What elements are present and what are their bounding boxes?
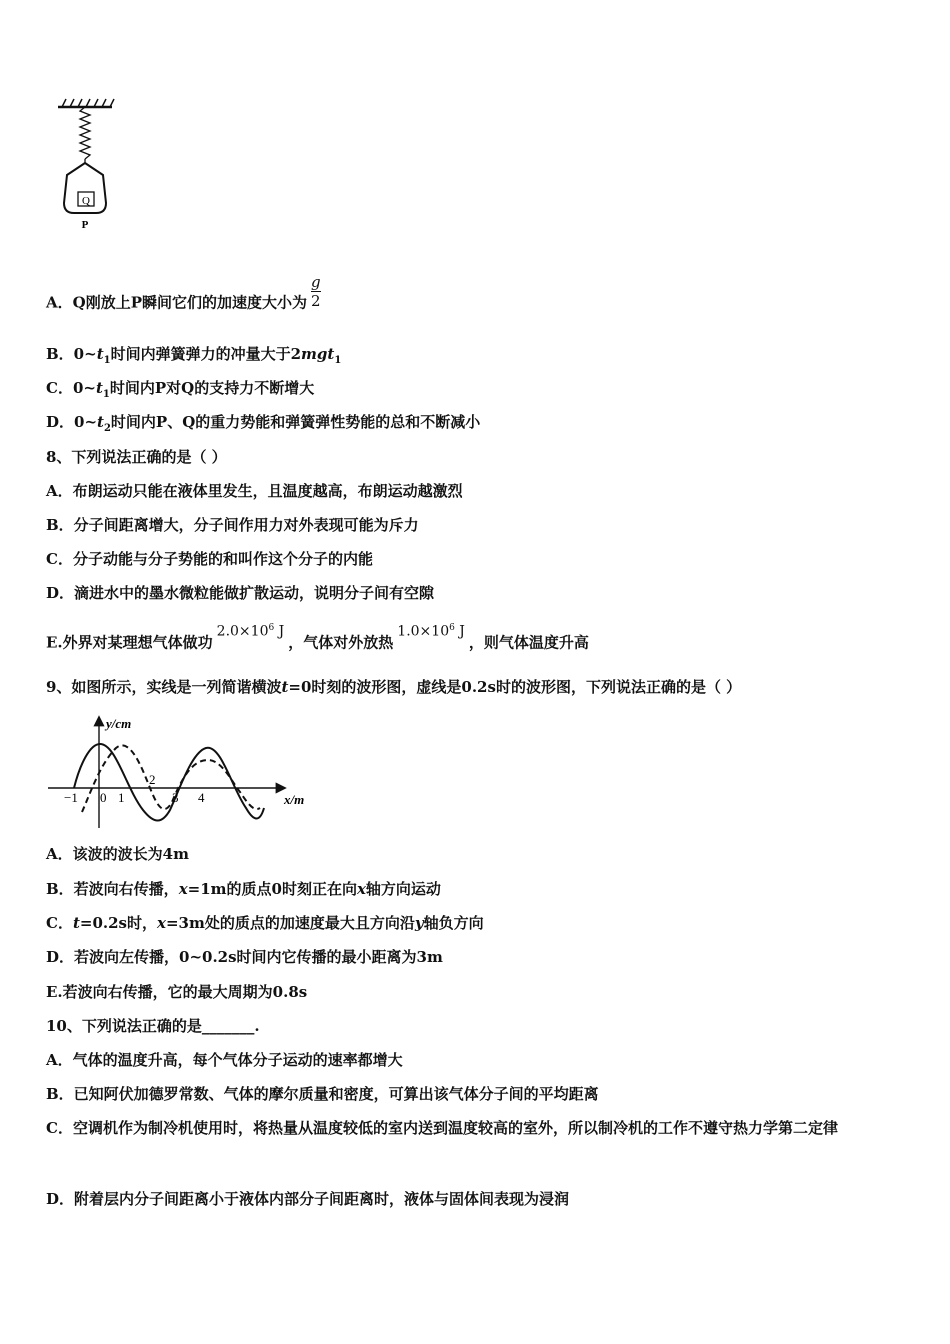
q10-option-d: D．附着层内分子间距离小于液体内部分子间距离时，液体与固体间表现为浸润: [46, 1190, 570, 1208]
q8-option-d: D．滴进水中的墨水微粒能做扩散运动，说明分子间有空隙: [46, 584, 435, 602]
q7-option-c: C．$0\sim t_1$时间内P对Q的支持力不断增大: [46, 379, 315, 400]
q9-option-b: B．若波向右传播，x=1m的质点0时刻正在向x轴方向运动: [46, 880, 441, 898]
q9-stem: 9、如图所示，实线是一列简谐横波t=0时刻的波形图，虚线是0.2s时的波形图，下列说法正确的是（ ）: [46, 678, 742, 696]
tick-label-4: 4: [198, 790, 205, 805]
solid-wave-t0: [74, 744, 264, 821]
q9-option-e: E.若波向右传播，它的最大周期为0.8s: [46, 983, 308, 1001]
tick-label-3: 3: [172, 790, 179, 805]
work-value: $2.0\times 10^6$ J: [216, 623, 285, 640]
g-over-2-fraction: $\frac{g}{2}$: [311, 273, 321, 310]
q8-option-a: A．布朗运动只能在液体里发生，且温度越高，布朗运动越激烈: [46, 482, 463, 500]
spring-box-figure: [50, 95, 120, 235]
q8-option-e: E.外界对某理想气体做功$2.0\times 10^6$ J，气体对外放热$1.0\times 10^6$ J，则气体温度升高: [46, 630, 589, 654]
q9-option-d: D．若波向左传播，0~0.2s时间内它传播的最小距离为3m: [46, 948, 443, 966]
q8-option-c: C．分子动能与分子势能的和叫作这个分子的内能: [46, 550, 373, 568]
q10-stem: 10、下列说法正确的是_______.: [46, 1017, 260, 1035]
wave-figure: [46, 712, 326, 832]
q8-stem: 8、下列说法正确的是（ ）: [46, 448, 227, 466]
q9-option-a: A．该波的波长为4m: [46, 845, 189, 863]
q10-option-a: A．气体的温度升高，每个气体分子运动的速率都增大: [46, 1051, 403, 1069]
tick-label-0: 0: [100, 790, 107, 805]
q8-option-b: B．分子间距离增大，分子间作用力对外表现可能为斥力: [46, 516, 419, 534]
dashed-wave-t02: [82, 745, 260, 812]
q-label: Q: [82, 195, 90, 207]
p-label: P: [81, 219, 89, 231]
q7-option-a: A．Q刚放上P瞬间它们的加速度大小为 $\frac{g}{2}$: [46, 273, 321, 312]
x-axis-label: x/m: [284, 792, 305, 807]
q10-option-b: B．已知阿伏加德罗常数、气体的摩尔质量和密度，可算出该气体分子间的平均距离: [46, 1085, 599, 1103]
tick-label-2: 2: [149, 772, 156, 787]
tick-label-neg1: −1: [64, 790, 78, 805]
q7-option-b: B．$0\sim t_1$时间内弹簧弹力的冲量大于2mgt$_1$: [46, 345, 342, 366]
q7-option-d: D．$0\sim t_2$时间内P、Q的重力势能和弹簧弹性势能的总和不断减小: [46, 413, 481, 434]
heat-value: $1.0\times 10^6$ J: [397, 623, 465, 640]
y-axis-label: y/cm: [106, 716, 132, 731]
q9-option-c: C．t=0.2s时，x=3m处的质点的加速度最大且方向沿y轴负方向: [46, 914, 484, 932]
tick-label-1: 1: [118, 790, 125, 805]
q10-option-c: C．空调机作为制冷机使用时，将热量从温度较低的室内送到温度较高的室外，所以制冷机的工作不遵守热力学第二定律: [46, 1119, 838, 1137]
